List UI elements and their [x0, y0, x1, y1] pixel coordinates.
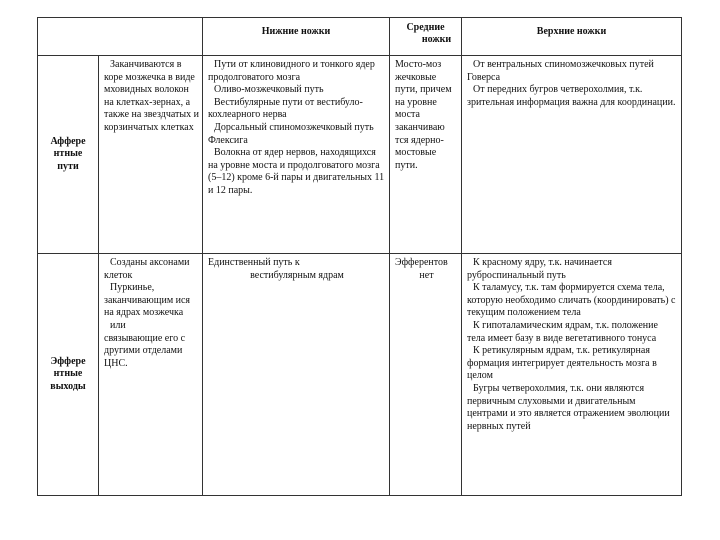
header-row — [38, 18, 682, 56]
efferent-upper-cell — [462, 254, 682, 496]
header-middle-line-1: Средние — [406, 22, 445, 33]
efferent-label-line-2: нтные — [53, 368, 83, 380]
header-empty-cell — [38, 18, 203, 56]
afferent-lower-item-1: Пути от клиновидного и тонкого ядер продолговатого мозга — [208, 59, 375, 83]
efferent-upper-item-4: К ретикулярным ядрам, т.к. ретикулярная формация интегрирует деятельность мозга в целом — [467, 345, 657, 382]
efferent-lower-col1-line-2: Пуркинье, заканчивающим ися на ядрах мозжечка — [104, 282, 191, 319]
afferent-lower-col1-cell — [99, 56, 203, 254]
afferent-upper-cell — [462, 56, 682, 254]
efferent-middle-line-2: нет — [419, 269, 434, 281]
afferent-label-line-2: нтные — [53, 148, 83, 160]
afferent-middle-cell — [390, 56, 462, 254]
efferent-lower-col1-line-3: или — [110, 319, 126, 331]
efferent-label-line-1: Эффере — [50, 355, 86, 367]
afferent-upper-item-1: От вентральных спиномозжечковых путей Говерса — [467, 59, 654, 83]
efferent-label-line-3: выходы — [50, 380, 86, 392]
efferent-row — [38, 254, 682, 496]
header-middle-line-2: ножки — [421, 34, 452, 45]
afferent-row-label — [38, 56, 99, 254]
cerebellum-peduncles-table — [37, 17, 682, 496]
efferent-upper-item-2: К таламусу, т.к. там формируется схема тела, которую необходимо сличать (координировать) с текущим положением тела — [467, 282, 676, 319]
afferent-lower-col1-text: Заканчиваются в коре мозжечка в виде мховидных волокон на клетках-зернах, а также на звездчатых и корзинчатых клетках — [104, 59, 199, 133]
efferent-lower-col2-line-2: вестибулярным ядрам — [250, 269, 344, 281]
afferent-label-line-3: пути — [57, 160, 79, 172]
afferent-lower-col2-cell — [203, 56, 390, 254]
efferent-middle-cell — [390, 254, 462, 496]
afferent-upper-item-2: От передних бугров четверохолмия, т.к. зрительная информация важна для координации. — [467, 84, 676, 108]
header-lower-peduncles: Нижние ножки — [203, 18, 390, 56]
afferent-lower-item-5: Волокна от ядер нервов, находящихся на уровне моста и продолговатого мозга (5–12) кроме 6-й пары и двигательных 11 и 12 пары. — [208, 147, 385, 196]
efferent-lower-col1-cell — [99, 254, 203, 496]
afferent-lower-item-2: Оливо-мозжечковый путь — [214, 84, 324, 96]
efferent-upper-item-5: Бугры четверохолмия, т.к. они являются первичным слуховыми и двигательным центрами и это является отражением эволюции нервных путей — [467, 382, 670, 432]
header-upper-peduncles: Верхние ножки — [462, 18, 682, 56]
afferent-row — [38, 56, 682, 254]
efferent-lower-col2-line-1: Единственный путь к — [208, 257, 300, 268]
efferent-upper-item-1: К красному ядру, т.к. начинается руброспинальный путь — [467, 257, 612, 281]
afferent-lower-item-3: Вестибулярные пути от вестибуло-кохлеарного нерва — [208, 96, 363, 121]
header-middle-peduncles — [390, 18, 462, 56]
efferent-lower-col1-line-1: Созданы аксонами клеток — [104, 257, 190, 281]
efferent-row-label — [38, 254, 99, 496]
efferent-lower-col1-line-4: связывающие его с другими отделами ЦНС. — [104, 332, 186, 369]
afferent-lower-item-4: Дорсальный спиномозжечковый путь Флексига — [208, 121, 374, 146]
efferent-middle-line-1: Эфферентов — [395, 257, 448, 268]
efferent-lower-col2-cell — [203, 254, 390, 496]
efferent-upper-item-3: К гипоталамическим ядрам, т.к. положение тела имеет базу в виде вегетативного тонуса — [467, 319, 658, 344]
afferent-middle-text: Мосто-моз жечковые пути, причем на уровне моста заканчиваю тся ядерно-мостовые пути. — [395, 59, 452, 171]
afferent-label-line-1: Аффере — [50, 135, 86, 147]
